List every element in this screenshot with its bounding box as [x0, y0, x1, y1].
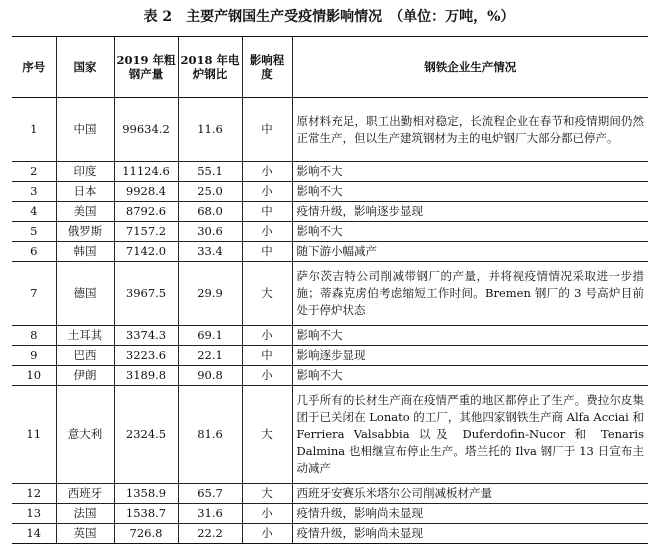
cell-no: 13: [12, 504, 56, 524]
cell-impact: 小: [242, 326, 292, 346]
cell-country: 德国: [56, 262, 114, 326]
cell-impact: 大: [242, 262, 292, 326]
cell-country: 印度: [56, 162, 114, 182]
cell-crude-output: 8792.6: [114, 202, 178, 222]
cell-condition: 西班牙安赛乐米塔尔公司削减板材产量: [292, 484, 648, 504]
cell-country: 韩国: [56, 242, 114, 262]
cell-no: 7: [12, 262, 56, 326]
cell-country: 伊朗: [56, 366, 114, 386]
table-row: [12, 262, 648, 326]
cell-no: 6: [12, 242, 56, 262]
table-caption: 表 2 主要产钢国生产受疫情影响情况 （单位：万吨，%）: [143, 9, 515, 25]
header-country: 国家: [56, 37, 114, 98]
cell-no: 14: [12, 524, 56, 544]
table-row: [12, 202, 648, 222]
cell-eaf-ratio: 65.7: [178, 484, 242, 504]
cell-impact: 小: [242, 222, 292, 242]
cell-crude-output: 3223.6: [114, 346, 178, 366]
cell-crude-output: 3374.3: [114, 326, 178, 346]
cell-no: 5: [12, 222, 56, 242]
cell-crude-output: 2324.5: [114, 386, 178, 484]
cell-eaf-ratio: 11.6: [178, 98, 242, 162]
cell-eaf-ratio: 25.0: [178, 182, 242, 202]
cell-impact: 小: [242, 162, 292, 182]
cell-country: 俄罗斯: [56, 222, 114, 242]
header-eaf: 2018 年电炉钢比: [178, 37, 242, 98]
header-impact: 影响程度: [242, 37, 292, 98]
cell-eaf-ratio: 81.6: [178, 386, 242, 484]
cell-no: 10: [12, 366, 56, 386]
cell-eaf-ratio: 29.9: [178, 262, 242, 326]
table-header-row: [12, 37, 648, 98]
cell-eaf-ratio: 69.1: [178, 326, 242, 346]
table-row: [12, 484, 648, 504]
cell-condition: 影响不大: [292, 366, 648, 386]
cell-crude-output: 1358.9: [114, 484, 178, 504]
steel-production-table: [12, 36, 648, 544]
cell-no: 11: [12, 386, 56, 484]
cell-crude-output: 11124.6: [114, 162, 178, 182]
cell-eaf-ratio: 68.0: [178, 202, 242, 222]
cell-condition: 影响不大: [292, 182, 648, 202]
table-row: [12, 346, 648, 366]
cell-condition: 疫情升级，影响尚未显现: [292, 524, 648, 544]
cell-country: 法国: [56, 504, 114, 524]
cell-condition: 影响不大: [292, 326, 648, 346]
cell-condition: 影响逐步显现: [292, 346, 648, 366]
cell-eaf-ratio: 30.6: [178, 222, 242, 242]
cell-crude-output: 3967.5: [114, 262, 178, 326]
cell-impact: 中: [242, 98, 292, 162]
cell-impact: 大: [242, 386, 292, 484]
cell-impact: 中: [242, 242, 292, 262]
header-condition: 钢铁企业生产情况: [292, 37, 648, 98]
cell-eaf-ratio: 55.1: [178, 162, 242, 182]
header-crude: 2019 年粗钢产量: [114, 37, 178, 98]
cell-crude-output: 1538.7: [114, 504, 178, 524]
header-no: 序号: [12, 37, 56, 98]
cell-crude-output: 9928.4: [114, 182, 178, 202]
cell-country: 西班牙: [56, 484, 114, 504]
table-row: [12, 242, 648, 262]
cell-impact: 大: [242, 484, 292, 504]
table-row: [12, 326, 648, 346]
cell-no: 3: [12, 182, 56, 202]
cell-country: 意大利: [56, 386, 114, 484]
table-row: [12, 504, 648, 524]
cell-crude-output: 7142.0: [114, 242, 178, 262]
cell-impact: 中: [242, 202, 292, 222]
cell-no: 12: [12, 484, 56, 504]
table-row: [12, 366, 648, 386]
cell-condition: 萨尔茨吉特公司削减带钢厂的产量，并将视疫情情况采取进一步措施；蒂森克虏伯考虑缩短工作时间。Bremen 钢厂的 3 号高炉目前处于停炉状态: [292, 262, 648, 326]
cell-condition: 疫情升级，影响尚未显现: [292, 504, 648, 524]
cell-eaf-ratio: 31.6: [178, 504, 242, 524]
table-row: [12, 222, 648, 242]
table-row: [12, 98, 648, 162]
cell-condition: 疫情升级，影响逐步显现: [292, 202, 648, 222]
cell-condition: 影响不大: [292, 222, 648, 242]
cell-no: 1: [12, 98, 56, 162]
table-row: [12, 182, 648, 202]
cell-country: 英国: [56, 524, 114, 544]
table-row: [12, 386, 648, 484]
cell-crude-output: 99634.2: [114, 98, 178, 162]
cell-country: 巴西: [56, 346, 114, 366]
cell-condition: 随下游小幅减产: [292, 242, 648, 262]
cell-no: 8: [12, 326, 56, 346]
cell-country: 美国: [56, 202, 114, 222]
cell-eaf-ratio: 22.1: [178, 346, 242, 366]
cell-no: 4: [12, 202, 56, 222]
cell-no: 2: [12, 162, 56, 182]
cell-country: 日本: [56, 182, 114, 202]
cell-no: 9: [12, 346, 56, 366]
cell-impact: 小: [242, 524, 292, 544]
cell-eaf-ratio: 22.2: [178, 524, 242, 544]
cell-crude-output: 726.8: [114, 524, 178, 544]
cell-impact: 小: [242, 504, 292, 524]
cell-crude-output: 3189.8: [114, 366, 178, 386]
cell-country: 土耳其: [56, 326, 114, 346]
cell-condition: 影响不大: [292, 162, 648, 182]
table-row: [12, 524, 648, 544]
table-row: [12, 162, 648, 182]
cell-condition: 几乎所有的长材生产商在疫情严重的地区都停止了生产。费拉尔皮集团于已关闭在 Lonato 的工厂，其他四家钢铁生产商 Alfa Acciai 和 Ferriera Valsabbia 以及 Duferdofin-Nucor 和 Tenaris Dalmina 也相继宣布停止生产。塔兰托的 Ilva 钢厂于 13 日宣布主动减产: [292, 386, 648, 484]
cell-condition: 原材料充足，职工出勤相对稳定，长流程企业在春节和疫情期间仍然正常生产，但以生产建筑钢材为主的电炉钢厂大部分都已停产。: [292, 98, 648, 162]
cell-eaf-ratio: 33.4: [178, 242, 242, 262]
cell-crude-output: 7157.2: [114, 222, 178, 242]
cell-impact: 小: [242, 182, 292, 202]
cell-country: 中国: [56, 98, 114, 162]
cell-eaf-ratio: 90.8: [178, 366, 242, 386]
cell-impact: 中: [242, 346, 292, 366]
cell-impact: 小: [242, 366, 292, 386]
